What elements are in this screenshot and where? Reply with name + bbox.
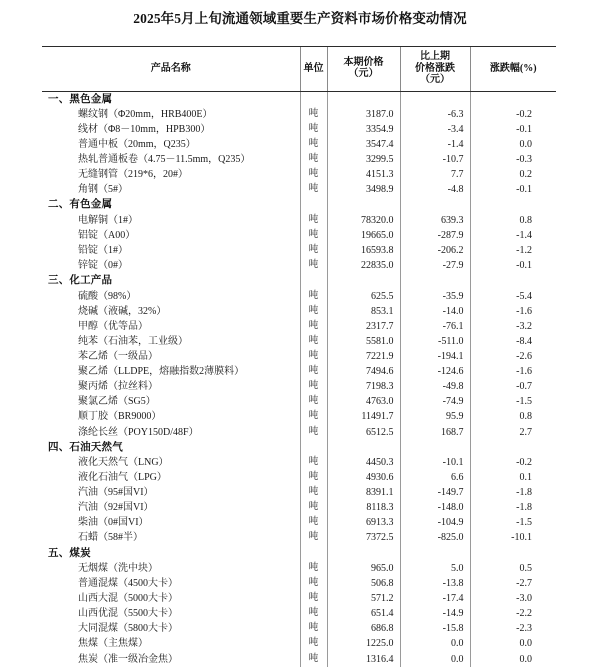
unit-cell: 吨 bbox=[300, 606, 327, 621]
table-row bbox=[42, 485, 556, 500]
product-label: 螺纹钢（Φ20mm，HRB400E） bbox=[78, 108, 213, 120]
price-change-cell bbox=[400, 197, 470, 212]
product-label: 普通中板（20mm，Q235） bbox=[78, 139, 196, 151]
unit-cell: 吨 bbox=[300, 576, 327, 591]
price-change-cell bbox=[400, 546, 470, 561]
product-name-cell bbox=[42, 379, 300, 394]
change-percent-cell: -2.2 bbox=[470, 606, 556, 621]
price-change-cell: -124.6 bbox=[400, 364, 470, 379]
price-change-cell: -511.0 bbox=[400, 334, 470, 349]
change-percent-cell: -0.1 bbox=[470, 182, 556, 197]
table-row bbox=[42, 122, 556, 137]
product-label: 无缝钢管（219*6，20#） bbox=[78, 169, 188, 181]
unit-cell: 吨 bbox=[300, 500, 327, 515]
unit-cell: 吨 bbox=[300, 591, 327, 606]
change-percent-cell bbox=[470, 546, 556, 561]
table-row bbox=[42, 243, 556, 258]
current-price-cell: 506.8 bbox=[327, 576, 400, 591]
product-label: 焦煤（主焦煤） bbox=[78, 638, 148, 650]
unit-cell: 吨 bbox=[300, 334, 327, 349]
column-header-price-change-line3: （元） bbox=[420, 74, 450, 85]
current-price-cell: 3498.9 bbox=[327, 182, 400, 197]
unit-cell: 吨 bbox=[300, 122, 327, 137]
current-price-cell: 651.4 bbox=[327, 606, 400, 621]
change-percent-cell: -1.5 bbox=[470, 515, 556, 530]
category-row bbox=[42, 273, 556, 288]
change-percent-cell bbox=[470, 197, 556, 212]
current-price-cell bbox=[327, 546, 400, 561]
product-name-cell bbox=[42, 409, 300, 424]
product-label: 山西优混（5500大卡） bbox=[78, 608, 178, 620]
table-row bbox=[42, 107, 556, 122]
change-percent-cell bbox=[470, 273, 556, 288]
product-label: 石蜡（58#半） bbox=[78, 532, 143, 544]
table-row bbox=[42, 636, 556, 651]
change-percent-cell: -0.1 bbox=[470, 122, 556, 137]
price-change-cell: 639.3 bbox=[400, 213, 470, 228]
product-name-cell bbox=[42, 289, 300, 304]
product-label: 热轧普通板卷（4.75－11.5mm，Q235） bbox=[78, 154, 251, 166]
change-percent-cell: 0.2 bbox=[470, 167, 556, 182]
product-label: 锌锭（0#） bbox=[78, 260, 128, 272]
change-percent-cell: -0.2 bbox=[470, 107, 556, 122]
current-price-cell: 7221.9 bbox=[327, 349, 400, 364]
current-price-cell: 8118.3 bbox=[327, 500, 400, 515]
price-change-cell bbox=[400, 91, 470, 107]
current-price-cell: 853.1 bbox=[327, 304, 400, 319]
product-label: 线材（Φ8－10mm，HPB300） bbox=[78, 124, 211, 135]
product-name-cell bbox=[42, 425, 300, 440]
product-label: 普通混煤（4500大卡） bbox=[78, 578, 178, 590]
current-price-cell: 6913.3 bbox=[327, 515, 400, 530]
price-change-cell: -4.8 bbox=[400, 182, 470, 197]
table-row bbox=[42, 576, 556, 591]
product-label: 液化石油气（LPG） bbox=[78, 472, 167, 484]
price-change-cell: -49.8 bbox=[400, 379, 470, 394]
table-row bbox=[42, 349, 556, 364]
change-percent-cell bbox=[470, 91, 556, 107]
change-percent-cell: 0.0 bbox=[470, 652, 556, 667]
product-name-cell bbox=[42, 576, 300, 591]
product-name-cell bbox=[42, 349, 300, 364]
change-percent-cell: -5.4 bbox=[470, 289, 556, 304]
table-row bbox=[42, 379, 556, 394]
product-label: 纯苯（石油苯，工业级） bbox=[78, 335, 188, 347]
current-price-cell: 4930.6 bbox=[327, 470, 400, 485]
category-name-cell bbox=[42, 440, 300, 455]
product-name-cell bbox=[42, 515, 300, 530]
product-name-cell bbox=[42, 334, 300, 349]
current-price-cell: 22835.0 bbox=[327, 258, 400, 273]
current-price-cell: 5581.0 bbox=[327, 334, 400, 349]
current-price-cell: 19665.0 bbox=[327, 228, 400, 243]
unit-cell: 吨 bbox=[300, 485, 327, 500]
table-row bbox=[42, 319, 556, 334]
unit-cell: 吨 bbox=[300, 243, 327, 258]
price-table-container bbox=[42, 46, 556, 667]
price-change-cell: -74.9 bbox=[400, 394, 470, 409]
product-name-cell bbox=[42, 394, 300, 409]
price-change-cell: 0.0 bbox=[400, 636, 470, 651]
current-price-cell: 6512.5 bbox=[327, 425, 400, 440]
product-name-cell bbox=[42, 636, 300, 651]
column-header-unit: 单位 bbox=[300, 47, 327, 92]
unit-cell: 吨 bbox=[300, 515, 327, 530]
current-price-cell: 3354.9 bbox=[327, 122, 400, 137]
current-price-cell: 7372.5 bbox=[327, 530, 400, 545]
current-price-cell: 1225.0 bbox=[327, 636, 400, 651]
table-row bbox=[42, 652, 556, 667]
product-name-cell bbox=[42, 606, 300, 621]
change-percent-cell: -1.5 bbox=[470, 394, 556, 409]
price-change-cell: 6.6 bbox=[400, 470, 470, 485]
table-body bbox=[42, 91, 556, 667]
price-change-cell bbox=[400, 273, 470, 288]
table-row bbox=[42, 606, 556, 621]
product-label: 角钢（5#） bbox=[78, 184, 128, 196]
product-name-cell bbox=[42, 228, 300, 243]
table-row bbox=[42, 152, 556, 167]
change-percent-cell: 0.8 bbox=[470, 409, 556, 424]
unit-cell: 吨 bbox=[300, 349, 327, 364]
change-percent-cell: -1.8 bbox=[470, 485, 556, 500]
change-percent-cell: -0.1 bbox=[470, 258, 556, 273]
category-name-cell bbox=[42, 91, 300, 107]
product-name-cell bbox=[42, 182, 300, 197]
price-change-cell: -3.4 bbox=[400, 122, 470, 137]
product-name-cell bbox=[42, 561, 300, 576]
price-change-cell: -76.1 bbox=[400, 319, 470, 334]
category-name-cell bbox=[42, 546, 300, 561]
unit-cell: 吨 bbox=[300, 258, 327, 273]
category-label: 二、有色金属 bbox=[48, 199, 113, 211]
current-price-cell: 7198.3 bbox=[327, 379, 400, 394]
product-label: 铅锭（1#） bbox=[78, 245, 128, 257]
table-row bbox=[42, 591, 556, 606]
product-label: 汽油（92#国VI） bbox=[78, 502, 154, 514]
category-label: 四、石油天然气 bbox=[48, 441, 123, 453]
unit-cell: 吨 bbox=[300, 182, 327, 197]
price-change-cell: -287.9 bbox=[400, 228, 470, 243]
price-change-cell: -104.9 bbox=[400, 515, 470, 530]
column-header-current-price-line1: 本期价格 bbox=[343, 56, 384, 68]
product-label: 甲醇（优等品） bbox=[78, 320, 148, 332]
product-name-cell bbox=[42, 455, 300, 470]
change-percent-cell: 2.7 bbox=[470, 425, 556, 440]
current-price-cell: 571.2 bbox=[327, 591, 400, 606]
table-row bbox=[42, 304, 556, 319]
unit-cell: 吨 bbox=[300, 530, 327, 545]
product-label: 聚氯乙烯（SG5） bbox=[78, 396, 156, 408]
current-price-cell: 1316.4 bbox=[327, 652, 400, 667]
change-percent-cell: -1.6 bbox=[470, 304, 556, 319]
change-percent-cell: -1.8 bbox=[470, 500, 556, 515]
change-percent-cell: -0.3 bbox=[470, 152, 556, 167]
price-change-cell: -35.9 bbox=[400, 289, 470, 304]
table-header bbox=[42, 47, 556, 92]
product-name-cell bbox=[42, 652, 300, 667]
price-change-cell: 95.9 bbox=[400, 409, 470, 424]
unit-cell: 吨 bbox=[300, 652, 327, 667]
change-percent-cell: -0.2 bbox=[470, 455, 556, 470]
price-change-cell: -13.8 bbox=[400, 576, 470, 591]
unit-cell: 吨 bbox=[300, 137, 327, 152]
unit-cell bbox=[300, 440, 327, 455]
table-row bbox=[42, 394, 556, 409]
column-header-current-price-line2: （元） bbox=[348, 68, 379, 80]
product-name-cell bbox=[42, 304, 300, 319]
price-change-cell: -14.0 bbox=[400, 304, 470, 319]
column-header-price-change-line2: 价格涨跌 bbox=[415, 62, 455, 74]
column-header-change-percent: 涨跌幅(%) bbox=[470, 47, 556, 92]
product-name-cell bbox=[42, 213, 300, 228]
change-percent-cell: -10.1 bbox=[470, 530, 556, 545]
table-row bbox=[42, 561, 556, 576]
unit-cell: 吨 bbox=[300, 561, 327, 576]
current-price-cell bbox=[327, 91, 400, 107]
unit-cell: 吨 bbox=[300, 213, 327, 228]
table-row bbox=[42, 182, 556, 197]
product-name-cell bbox=[42, 591, 300, 606]
category-name-cell bbox=[42, 273, 300, 288]
unit-cell: 吨 bbox=[300, 364, 327, 379]
change-percent-cell: -8.4 bbox=[470, 334, 556, 349]
change-percent-cell: -2.7 bbox=[470, 576, 556, 591]
product-name-cell bbox=[42, 122, 300, 137]
unit-cell: 吨 bbox=[300, 319, 327, 334]
unit-cell: 吨 bbox=[300, 228, 327, 243]
price-change-cell: -149.7 bbox=[400, 485, 470, 500]
product-name-cell bbox=[42, 137, 300, 152]
table-row bbox=[42, 470, 556, 485]
price-change-cell: 7.7 bbox=[400, 167, 470, 182]
price-change-cell: 0.0 bbox=[400, 652, 470, 667]
change-percent-cell: -3.2 bbox=[470, 319, 556, 334]
change-percent-cell: -2.3 bbox=[470, 621, 556, 636]
change-percent-cell: -2.6 bbox=[470, 349, 556, 364]
current-price-cell: 3187.0 bbox=[327, 107, 400, 122]
current-price-cell: 7494.6 bbox=[327, 364, 400, 379]
current-price-cell: 16593.8 bbox=[327, 243, 400, 258]
column-header-product-name: 产品名称 bbox=[42, 47, 300, 92]
table-row bbox=[42, 425, 556, 440]
table-row bbox=[42, 409, 556, 424]
price-change-cell bbox=[400, 440, 470, 455]
price-change-cell: -15.8 bbox=[400, 621, 470, 636]
product-label: 焦炭（准一级冶金焦） bbox=[78, 653, 178, 665]
price-change-cell: -27.9 bbox=[400, 258, 470, 273]
category-label: 一、黑色金属 bbox=[48, 93, 113, 105]
table-row bbox=[42, 228, 556, 243]
price-change-cell: 5.0 bbox=[400, 561, 470, 576]
unit-cell: 吨 bbox=[300, 394, 327, 409]
current-price-cell: 2317.7 bbox=[327, 319, 400, 334]
change-percent-cell: 0.8 bbox=[470, 213, 556, 228]
product-label: 山西大混（5000大卡） bbox=[78, 593, 178, 605]
category-label: 三、化工产品 bbox=[48, 275, 113, 287]
unit-cell: 吨 bbox=[300, 107, 327, 122]
unit-cell bbox=[300, 546, 327, 561]
price-change-cell: -1.4 bbox=[400, 137, 470, 152]
table-row bbox=[42, 289, 556, 304]
column-header-price-change-line1: 比上期 bbox=[420, 51, 450, 62]
category-label: 五、煤炭 bbox=[48, 547, 91, 559]
unit-cell: 吨 bbox=[300, 167, 327, 182]
product-name-cell bbox=[42, 107, 300, 122]
price-change-cell: -17.4 bbox=[400, 591, 470, 606]
change-percent-cell: -1.4 bbox=[470, 228, 556, 243]
unit-cell bbox=[300, 91, 327, 107]
change-percent-cell: -1.6 bbox=[470, 364, 556, 379]
current-price-cell: 3299.5 bbox=[327, 152, 400, 167]
page-title: 2025年5月上旬流通领域重要生产资料市场价格变动情况 bbox=[133, 11, 467, 26]
table-row bbox=[42, 455, 556, 470]
unit-cell bbox=[300, 273, 327, 288]
product-name-cell bbox=[42, 485, 300, 500]
product-label: 硫酸（98%） bbox=[78, 290, 137, 302]
table-row bbox=[42, 364, 556, 379]
product-label: 电解铜（1#） bbox=[78, 214, 138, 226]
product-name-cell bbox=[42, 258, 300, 273]
price-change-cell: -148.0 bbox=[400, 500, 470, 515]
column-header-current-price bbox=[327, 47, 400, 92]
table-row bbox=[42, 530, 556, 545]
product-label: 烧碱（液碱，32%） bbox=[78, 305, 167, 317]
product-name-cell bbox=[42, 500, 300, 515]
unit-cell: 吨 bbox=[300, 409, 327, 424]
current-price-cell bbox=[327, 440, 400, 455]
product-name-cell bbox=[42, 621, 300, 636]
table-row bbox=[42, 137, 556, 152]
price-change-cell: -10.7 bbox=[400, 152, 470, 167]
price-change-cell: -194.1 bbox=[400, 349, 470, 364]
change-percent-cell: 0.0 bbox=[470, 636, 556, 651]
table-row bbox=[42, 621, 556, 636]
unit-cell: 吨 bbox=[300, 636, 327, 651]
current-price-cell: 686.8 bbox=[327, 621, 400, 636]
change-percent-cell: -0.7 bbox=[470, 379, 556, 394]
category-row bbox=[42, 440, 556, 455]
change-percent-cell: 0.1 bbox=[470, 470, 556, 485]
product-name-cell bbox=[42, 319, 300, 334]
current-price-cell: 78320.0 bbox=[327, 213, 400, 228]
table-row bbox=[42, 167, 556, 182]
price-change-cell: 168.7 bbox=[400, 425, 470, 440]
price-change-cell: -14.9 bbox=[400, 606, 470, 621]
current-price-cell: 4450.3 bbox=[327, 455, 400, 470]
current-price-cell: 965.0 bbox=[327, 561, 400, 576]
unit-cell: 吨 bbox=[300, 379, 327, 394]
price-change-cell: -206.2 bbox=[400, 243, 470, 258]
change-percent-cell bbox=[470, 440, 556, 455]
product-label: 大同混煤（5800大卡） bbox=[78, 623, 178, 635]
product-label: 聚丙烯（拉丝料） bbox=[78, 381, 158, 393]
product-name-cell bbox=[42, 152, 300, 167]
unit-cell: 吨 bbox=[300, 621, 327, 636]
unit-cell bbox=[300, 197, 327, 212]
change-percent-cell: 0.5 bbox=[470, 561, 556, 576]
product-label: 无烟煤（洗中块） bbox=[78, 562, 158, 574]
category-row bbox=[42, 197, 556, 212]
table-row bbox=[42, 334, 556, 349]
column-header-price-change bbox=[400, 47, 470, 92]
product-label: 聚乙烯（LLDPE，熔融指数2薄膜料） bbox=[78, 366, 245, 378]
table-row bbox=[42, 213, 556, 228]
unit-cell: 吨 bbox=[300, 152, 327, 167]
category-name-cell bbox=[42, 197, 300, 212]
current-price-cell: 11491.7 bbox=[327, 409, 400, 424]
category-row bbox=[42, 91, 556, 107]
current-price-cell: 625.5 bbox=[327, 289, 400, 304]
current-price-cell: 8391.1 bbox=[327, 485, 400, 500]
price-table bbox=[42, 46, 556, 667]
change-percent-cell: 0.0 bbox=[470, 137, 556, 152]
table-row bbox=[42, 500, 556, 515]
product-label: 顺丁胶（BR9000） bbox=[78, 411, 162, 423]
category-row bbox=[42, 546, 556, 561]
product-name-cell bbox=[42, 364, 300, 379]
current-price-cell: 3547.4 bbox=[327, 137, 400, 152]
product-label: 涤纶长丝（POY150D/48F） bbox=[78, 426, 199, 438]
change-percent-cell: -1.2 bbox=[470, 243, 556, 258]
unit-cell: 吨 bbox=[300, 470, 327, 485]
current-price-cell: 4151.3 bbox=[327, 167, 400, 182]
unit-cell: 吨 bbox=[300, 455, 327, 470]
table-header-row bbox=[42, 47, 556, 92]
product-label: 液化天然气（LNG） bbox=[78, 457, 169, 468]
product-name-cell bbox=[42, 243, 300, 258]
product-label: 汽油（95#国VI） bbox=[78, 487, 154, 499]
unit-cell: 吨 bbox=[300, 425, 327, 440]
current-price-cell bbox=[327, 197, 400, 212]
current-price-cell: 4763.0 bbox=[327, 394, 400, 409]
table-row bbox=[42, 515, 556, 530]
change-percent-cell: -3.0 bbox=[470, 591, 556, 606]
product-name-cell bbox=[42, 530, 300, 545]
product-label: 苯乙烯（一级品） bbox=[78, 351, 158, 363]
product-label: 柴油（0#国VI） bbox=[78, 517, 149, 529]
unit-cell: 吨 bbox=[300, 289, 327, 304]
price-change-cell: -825.0 bbox=[400, 530, 470, 545]
table-row bbox=[42, 258, 556, 273]
unit-cell: 吨 bbox=[300, 304, 327, 319]
current-price-cell bbox=[327, 273, 400, 288]
product-name-cell bbox=[42, 470, 300, 485]
product-name-cell bbox=[42, 167, 300, 182]
price-change-cell: -10.1 bbox=[400, 455, 470, 470]
product-label: 铝锭（A00） bbox=[78, 229, 136, 241]
price-change-cell: -6.3 bbox=[400, 107, 470, 122]
